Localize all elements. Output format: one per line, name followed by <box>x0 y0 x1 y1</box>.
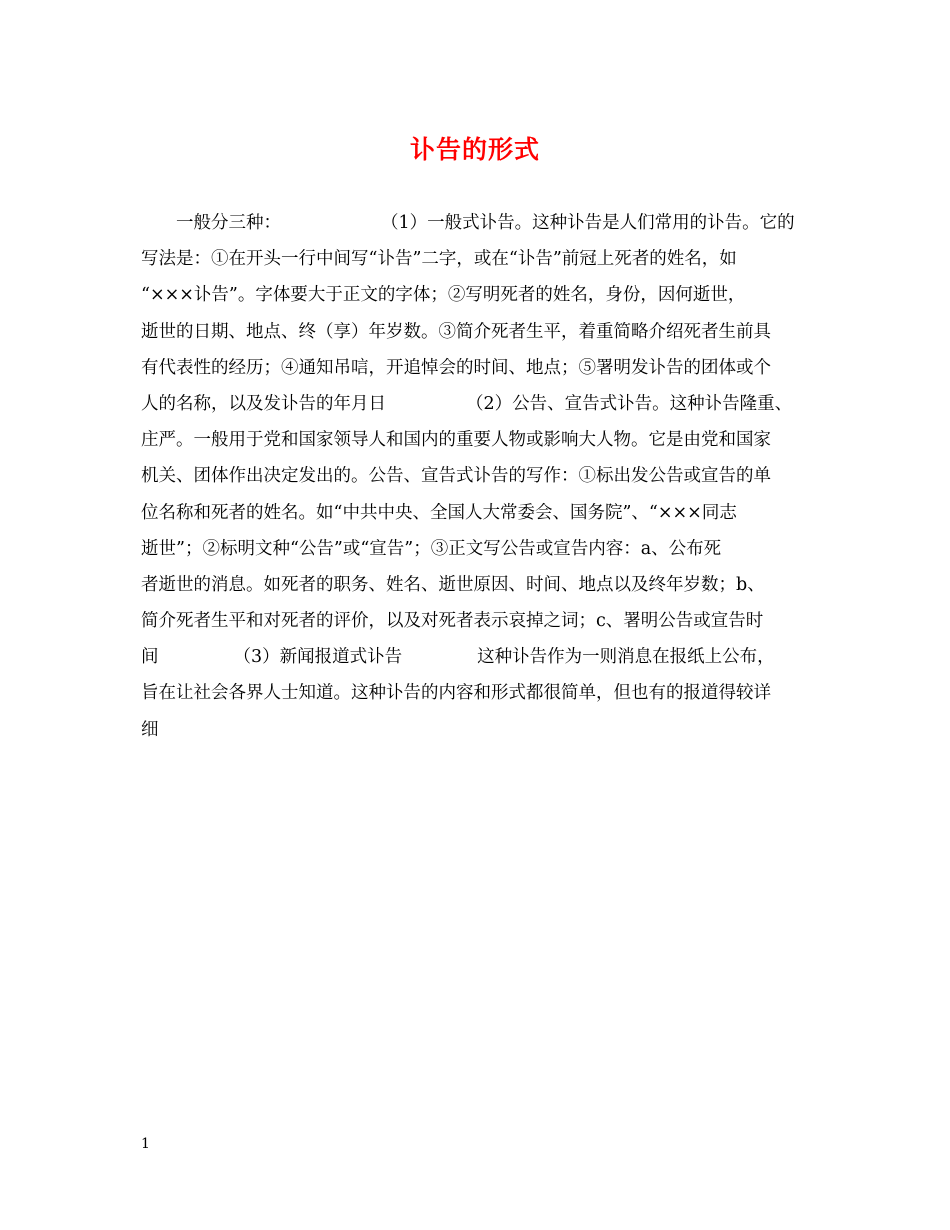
text-segment: 机关、团体作出决定发出的。公告、宣告式讣告的写作：①标出发公告或宣告的单 <box>141 466 771 487</box>
text-line <box>141 422 821 458</box>
text-segment: （2）公告、宣告式讣告。这种讣告隆重、 <box>466 393 793 414</box>
text-line <box>141 314 821 350</box>
text-line <box>141 675 821 711</box>
text-segment: 人的名称，以及发讣告的年月日 <box>141 393 386 414</box>
text-line <box>141 531 821 567</box>
text-segment: 细 <box>141 719 159 740</box>
text-line <box>141 458 821 494</box>
text-segment: 庄严。一般用于党和国家领导人和国内的重要人物或影响大人物。它是由党和国家 <box>141 430 771 451</box>
text-line <box>141 712 821 748</box>
text-line <box>141 350 821 386</box>
text-line <box>141 603 821 639</box>
text-segment: 简介死者生平和对死者的评价，以及对死者表示哀掉之词；c、署明公告或宣告时 <box>141 611 764 632</box>
page-title: 讣告的形式 <box>409 135 540 164</box>
text-line <box>141 639 821 675</box>
text-segment: 位名称和死者的姓名。如“中共中央、全国人大常委会、国务院”、“×××同志 <box>141 502 737 523</box>
text-line <box>141 205 821 241</box>
text-line <box>141 495 821 531</box>
text-line <box>141 241 821 277</box>
text-segment: （3）新闻报道式讣告 <box>233 647 403 668</box>
text-segment: 逝世”；②标明文种“公告”或“宣告”；③正文写公告或宣告内容：a、公布死 <box>141 538 722 559</box>
text-line <box>141 386 821 422</box>
body-text <box>141 205 821 748</box>
text-segment: 写法是：①在开头一行中间写“讣告”二字，或在“讣告”前冠上死者的姓名，如 <box>141 249 737 270</box>
text-segment: 间 <box>141 647 159 668</box>
text-segment: （1）一般式讣告。这种讣告是人们常用的讣告。它的 <box>381 213 795 233</box>
text-segment: 一般分三种： <box>176 213 281 233</box>
text-segment: 这种讣告作为一则消息在报纸上公布， <box>477 647 775 668</box>
text-segment: 者逝世的消息。如死者的职务、姓名、逝世原因、时间、地点以及终年岁数；b、 <box>141 574 765 595</box>
text-segment: “×××讣告”。字体要大于正文的字体；②写明死者的姓名，身份，因何逝世， <box>141 285 746 306</box>
text-line <box>141 567 821 603</box>
text-segment: 有代表性的经历；④通知吊唁，开追悼会的时间、地点；⑤署明发讣告的团体或个 <box>141 357 771 378</box>
text-segment: 旨在让社会各界人士知道。这种讣告的内容和形式都很简单，但也有的报道得较详 <box>141 683 771 704</box>
text-segment: 逝世的日期、地点、终（享）年岁数。③简介死者生平，着重简略介绍死者生前具 <box>141 321 771 342</box>
text-line <box>141 277 821 313</box>
page-number: 1 <box>141 1136 150 1152</box>
